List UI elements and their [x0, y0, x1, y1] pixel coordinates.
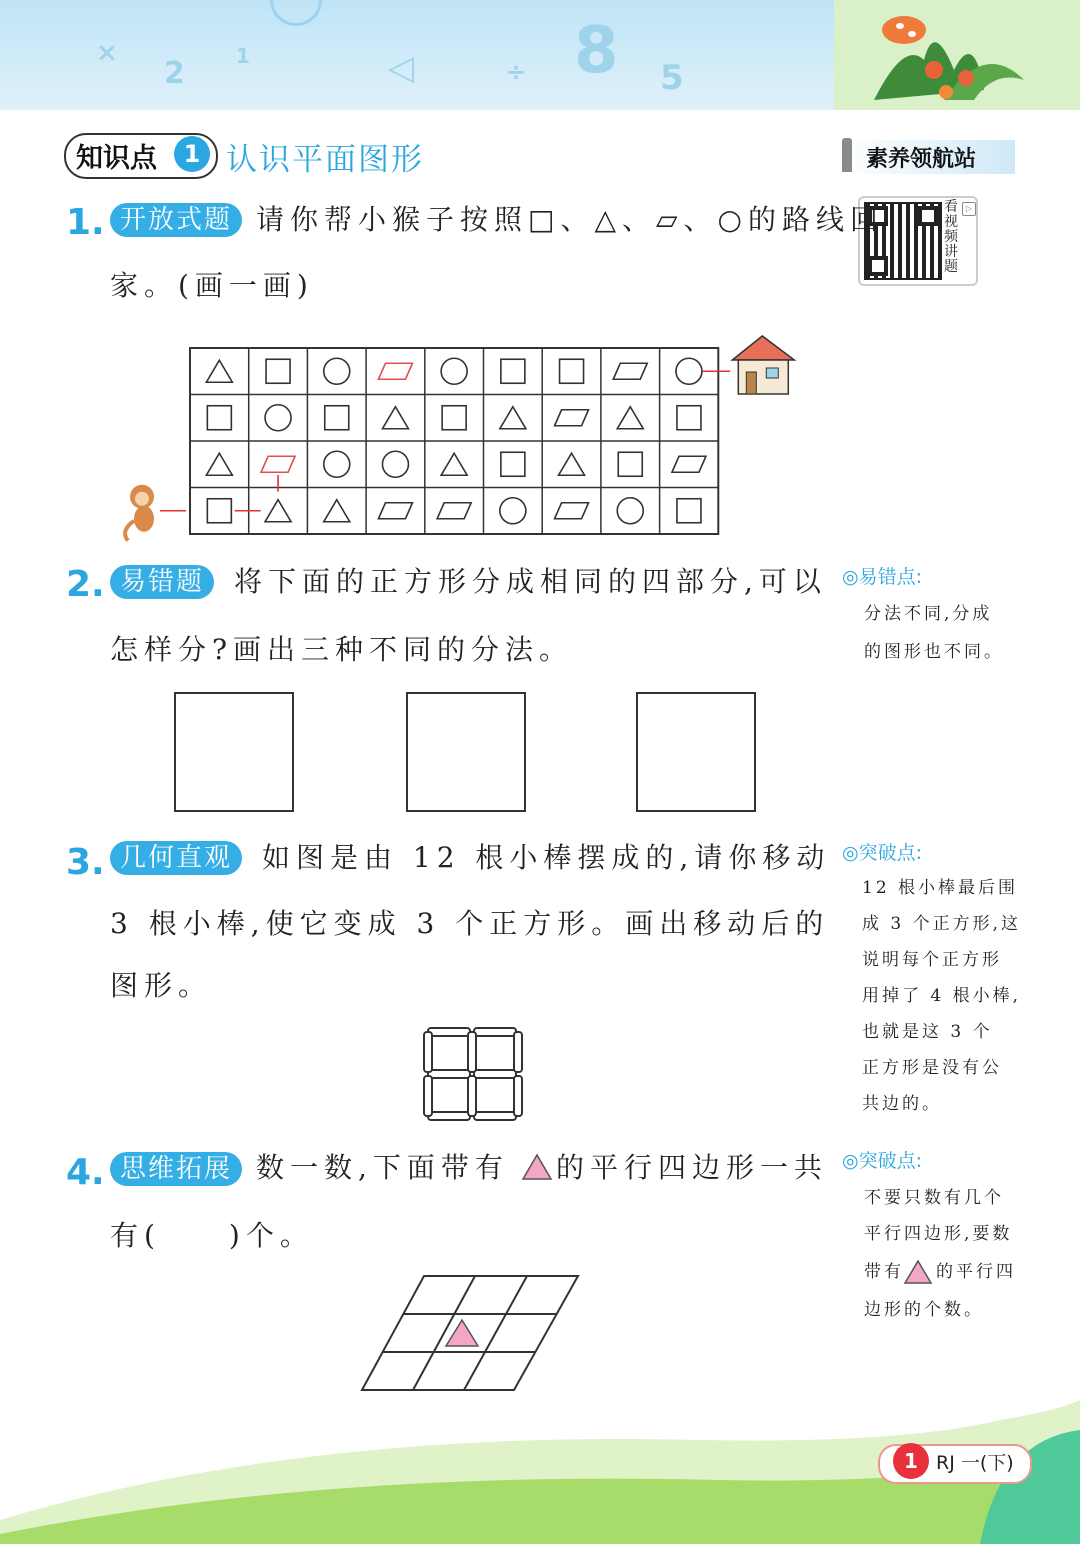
deco-symbol: 2 — [164, 56, 185, 91]
plant-illustration — [834, 0, 1080, 110]
section-number: 1 — [174, 136, 210, 172]
edition-label: RJ 一(下) — [936, 1452, 1014, 1474]
blank-square-3[interactable] — [636, 692, 756, 812]
parallelogram-grid — [360, 1274, 582, 1394]
q2-side-head: ◎易错点: — [842, 566, 922, 588]
lighthouse-icon — [842, 138, 852, 172]
qr-label: 看视频讲题 — [944, 199, 958, 275]
q3-side-head: ◎突破点: — [842, 842, 922, 864]
q3-side-line: 说明每个正方形 — [862, 950, 1002, 970]
pink-triangle-icon — [902, 1258, 934, 1286]
q4-side-line1: 不要只数有几个 — [864, 1188, 1004, 1208]
monkey-illustration — [125, 485, 154, 541]
q3-side-line: 用掉了 4 根小棒, — [862, 986, 1022, 1006]
q4-side-head: ◎突破点: — [842, 1150, 922, 1172]
deco-symbol: 1 — [236, 44, 250, 68]
deco-symbol: 8 — [574, 14, 619, 88]
q3-tag: 几何直观 — [110, 841, 242, 875]
nav-station-title: 素养领航站 — [866, 147, 977, 172]
blank-square-2[interactable] — [406, 692, 526, 812]
q1-tag: 开放式题 — [110, 203, 242, 237]
q4-side-line3a: 带有 — [864, 1262, 904, 1282]
stick-figure — [420, 1024, 526, 1124]
q3-text-line3: 图形。 — [110, 969, 213, 1002]
page-number: 1 — [893, 1443, 929, 1479]
q2-number: 2. — [66, 564, 105, 605]
deco-symbol: ÷ — [506, 58, 527, 86]
q1-text-line2: 家。(画一画) — [110, 269, 314, 302]
section-label: 知识点 — [76, 143, 157, 174]
deco-symbol: × — [96, 38, 118, 68]
q3-side-line: 正方形是没有公 — [862, 1058, 1002, 1078]
q4-number: 4. — [66, 1152, 105, 1193]
q3-number: 3. — [66, 842, 105, 883]
pink-triangle-icon — [520, 1152, 554, 1182]
q3-side-line: 共边的。 — [862, 1094, 942, 1114]
q3-side-line: 成 3 个正方形,这 — [862, 914, 1022, 934]
q3-text-line2: 3 根小棒,使它变成 3 个正方形。画出移动后的 — [110, 907, 830, 940]
q4-text-line1b: 的平行四边形一共 — [556, 1151, 829, 1184]
blank-square-1[interactable] — [174, 692, 294, 812]
q2-text-line1: 将下面的正方形分成相同的四部分,可以 — [234, 565, 827, 598]
q2-tag: 易错题 — [110, 565, 214, 599]
q3-side-line: 12 根小棒最后围 — [862, 878, 1019, 898]
q1-number: 1. — [66, 202, 105, 243]
q4-tag: 思维拓展 — [110, 1152, 242, 1186]
q4-side-line4: 边形的个数。 — [864, 1300, 984, 1320]
deco-symbol: 5 — [660, 58, 684, 98]
deco-symbol: ◁ — [388, 48, 415, 88]
q3-side-line: 也就是这 3 个 — [862, 1022, 993, 1042]
section-title: 认识平面图形 — [226, 142, 424, 178]
q2-text-line2: 怎样分?画出三种不同的分法。 — [110, 633, 574, 666]
q4-text-line2: 有( )个。 — [110, 1219, 314, 1252]
q3-text-line1: 如图是由 12 根小棒摆成的,请你移动 — [262, 841, 831, 874]
q4-text-line1a: 数一数,下面带有 — [256, 1151, 509, 1184]
q2-side-line: 的图形也不同。 — [864, 642, 1004, 662]
q2-side-line: 分法不同,分成 — [864, 604, 993, 624]
q1-text-line1: 请你帮小猴子按照□、△、▱、○的路线回 — [256, 203, 884, 236]
q4-side-line3b: 的平行四 — [936, 1262, 1016, 1282]
q4-side-line2: 平行四边形,要数 — [864, 1224, 1013, 1244]
video-icon: ▷ — [962, 202, 976, 216]
shape-maze — [110, 330, 820, 550]
house-illustration — [732, 336, 794, 394]
